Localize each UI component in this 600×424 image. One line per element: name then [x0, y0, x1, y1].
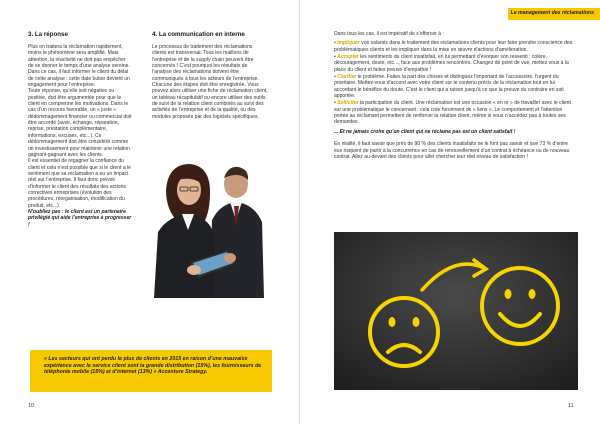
bullet-solliciter: • Solliciter la participation du client. Une réclamation est une occasion « en or » de travailler avec le client sur une problématique le concernant : cela crée forcément de « liens ». Le comportement et l’attention portée au réclamant permettent de renforcer la relation client, même si vous n’accédez pas à toutes ses demandes.: [334, 100, 571, 126]
closing-paragraph: En réalité, il faut savoir que près de 90 % des clients insatisfaits ne le font pas savoir et que 73 % d’entre eux risquent de partir à la concurrence en cas de renouvellement d’un contrat à échéance ou de nouveau contrat. Allez au-devant des clients pour aller chercher leur réel niveau de satisfaction !: [334, 141, 570, 160]
section-internal-communication-heading: 4. La communication en interne: [152, 31, 245, 38]
section-internal-communication: [152, 31, 268, 120]
efforts-list: [334, 31, 574, 160]
bullet-clarifier-key: Clarifier: [337, 74, 357, 81]
running-header-title: Le management des réclamations: [510, 10, 594, 16]
quote-box: [30, 350, 272, 392]
efforts-intro: Dans tous les cas, il est impératif de s’efforcer à :: [334, 31, 444, 37]
section-response: [28, 31, 132, 228]
bullet-solliciter-key: Solliciter: [337, 100, 359, 107]
bullet-clarifier: • Clarifier le problème. Faites la part des choses et distinguez l’important de l’accessoire, l’urgent du prioritaire. Mettez-vous d’accord avec votre client sur le contenu précis de la réclamation tout en lui accordant le bénéfice du doute. C’est le client qui a raison jusqu’à ce que la preuve du contraire en soit apportée.: [334, 74, 564, 100]
tagline: ... Et ne jamais croire qu’un client qui ne réclame pas est un client satisfait !: [334, 128, 516, 135]
response-paragraph-1: Plus on traitera la réclamation rapidement, moins le phénomène sera amplifié. Mais attention, la réactivité ne doit pas empêcher de se donner le temps d’une analyse sereine. Dans ce cas, il faut informer le client du délai de cette analyse : cette date butoir devient un engagement pour l’entreprise.: [28, 44, 130, 89]
right-page: [300, 0, 600, 424]
response-paragraph-3: Il est essentiel de regagner la confiance du client et cela n’est possible que si le client a le sentiment que sa réclamation a eu un impact réel sur l’entreprise. Il faut donc prévoir d’informer le client des résultats des actions correctives entreprises (évolution des procédures, réorganisation, modification du produit, etc...).: [28, 158, 131, 209]
bullet-solliciter-text: la participation du client. Une réclamation est une occasion « en or » de travailler avec le client sur une problématique le concernant : cela crée forcément de « liens ». Le comportement et l’attention portée au réclamant permettent de renforcer la relation client, même si vous n’accédez pas à toutes ses demandes.: [334, 100, 571, 126]
section-response-heading: 3. La réponse: [28, 31, 68, 38]
response-note: N’oubliez pas : le client est un partenaire privilégié qui aide l’entreprise à progresser !: [28, 208, 132, 228]
business-people-photo: [150, 150, 270, 298]
bullet-accepter-key: Accepter: [337, 54, 359, 61]
quote-text: « Les secteurs qui ont perdu le plus de clients en 2015 en raison d’une mauvaise expérience avec le service client sont la grande distribution (15%), les fournisseurs de téléphonie mobile (15%) et d’internet (13%) » Accenture Strategy.: [44, 356, 262, 376]
bullet-clarifier-text: le problème. Faites la part des choses et distinguez l’important de l’accessoire, l’urgent du prioritaire. Mettez-vous d’accord avec votre client sur le contenu précis de la réclamation tout en lui accordant le bénéfice du doute. C’est le client qui a raison jusqu’à ce que la preuve du contraire en soit apportée.: [334, 74, 564, 100]
communication-paragraph-2: Chacune des étapes doit être enregistrée. Vous pouvez alors utiliser une fiche de réclamation client, un tableau récapitulatif ou encore utiliser des outils de suivi de la relation client combinés au suivi des activités de l’entreprise et de la qualité, ou des modules proposés par des logiciels spécifiques.: [152, 82, 268, 120]
bullet-impliquer-text: vos salariés dans le traitement des réclamations clients pour leur faire prendre conscience des problématiques clients et les impliquer dans la mise en œuvre d’actions d’amélioration.: [334, 40, 573, 53]
bullet-accepter-text: les sentiments du client insatisfait, en lui permettant d’évoquer son ressenti : colère, découragement, doute, etc..., face aux problèmes rencontrés. Changez de point de vue, mettez vous à la place du client et faites preuve d’empathie !: [334, 54, 569, 73]
sad-to-happy-illustration: [334, 232, 578, 390]
page-number-left: 10: [28, 403, 35, 409]
bullet-impliquer: • Impliquer vos salariés dans le traitement des réclamations clients pour leur faire prendre conscience des problématiques clients et les impliquer dans la mise en œuvre d’actions d’amélioration.: [334, 40, 573, 53]
chalkboard-smileys-image: [334, 232, 578, 390]
page-number-right: 11: [568, 403, 574, 409]
communication-paragraph-1: Le processus de traitement des réclamations clients est transversal. Tous les maillons de l’entreprise et de la supply chain peuvent être concernés ! C’est pourquoi les résultats de l’analyse des réclamations doivent être communiqués à tous les acteurs de l’entreprise.: [152, 44, 259, 82]
running-header: [508, 8, 600, 20]
bullet-accepter: • Accepter les sentiments du client insatisfait, en lui permettant d’évoquer son ressenti : colère, découragement, doute, etc..., face aux problèmes rencontrés. Changez de point de vue, mettez vous à la place du client et faites preuve d’empathie !: [334, 54, 569, 73]
business-people-illustration: [150, 150, 270, 298]
response-paragraph-2: Toute réponse, qu’elle soit négative ou positive, doit être argumentée pour que le client en comprenne les motivations. Dans le cas d’un recours favorable, un « juste » dédommagement financier ou commercial doit être accordé (avoir, échange, réparation, reprise, prestation complémentaire, informations, excuses, etc...). Ce dédommagement doit être considéré comme un investissement pour maintenir une relation gagnant-gagnant avec les clients.: [28, 88, 132, 158]
bullet-impliquer-key: Impliquer: [337, 40, 360, 47]
